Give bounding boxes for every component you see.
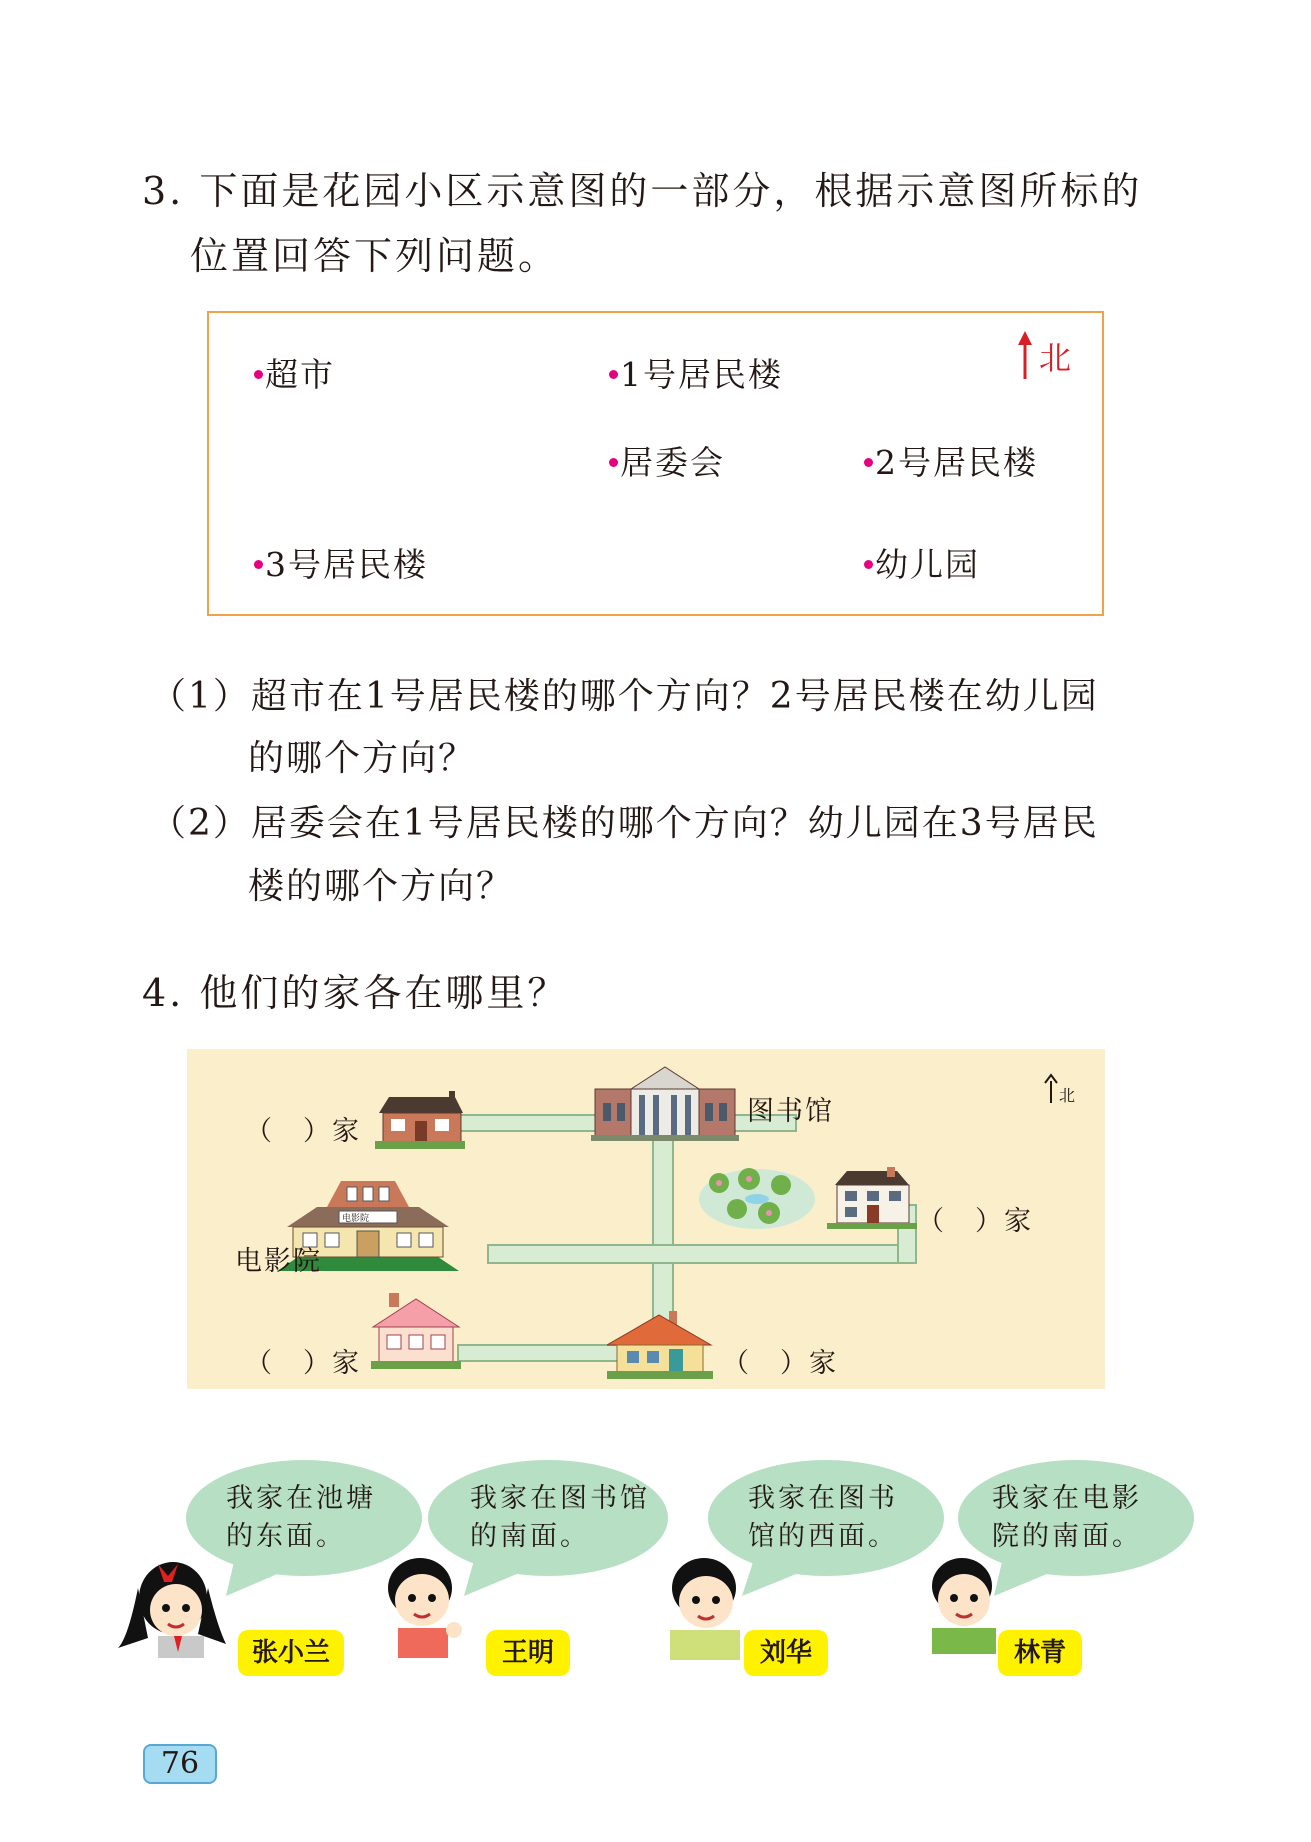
name-tag-lin: 林青 [998,1630,1082,1676]
bubble-text-1-line-1: 我家在池塘 [226,1483,376,1514]
house-right-icon [827,1167,917,1229]
q3-line-2: 位置回答下列问题。 [190,234,560,278]
place-supermarket: 超市 [254,349,335,396]
home-label-top-left: （ ）家 [245,1116,361,1147]
cinema-label: 电影院 [235,1246,322,1277]
bubble-text-4-line-2: 院的南面。 [992,1521,1142,1552]
location-dot-icon [609,458,618,467]
road-middle [487,1244,912,1264]
place-kindergarten: 幼儿园 [864,539,980,586]
home-label-bottom-left: （ ）家 [245,1348,361,1379]
boy-wang-avatar [378,1548,468,1658]
community-map [207,311,1104,616]
library-building-icon [591,1059,739,1141]
q3-line-1: 3. 下面是花园小区示意图的一部分，根据示意图所标的 [142,169,1143,213]
sub-question-2-line-2: 楼的哪个方向？ [248,866,515,907]
bubble-text-3-line-2: 馆的西面。 [748,1521,898,1552]
location-dot-icon [609,370,618,379]
home-label-bottom-center: （ ）家 [722,1348,838,1379]
north-label: 北 [1039,339,1072,377]
name-tag-liu: 刘华 [744,1630,828,1676]
name-tag-zhang: 张小兰 [238,1630,344,1676]
house-top-left-icon [375,1091,465,1149]
pond-icon [697,1161,817,1236]
bubble-text-4-line-1: 我家在电影 [992,1483,1142,1514]
north-arrow-icon [1015,329,1035,381]
location-dot-icon [254,370,263,379]
girl-zhang-avatar [118,1548,228,1658]
bubble-text-3-line-1: 我家在图书 [748,1483,898,1514]
location-dot-icon [864,458,873,467]
bubble-text-2-line-2: 的南面。 [470,1521,590,1552]
cinema-sign: 电影院 [342,1214,370,1224]
house-bottom-left-icon [371,1287,461,1369]
north-arrow-small-icon [1044,1073,1058,1103]
location-dot-icon [254,560,263,569]
page-number: 76 [143,1744,217,1784]
place-building-2: 2号居民楼 [864,437,1038,484]
place-building-3: 3号居民楼 [254,539,428,586]
q4-title: 4. 他们的家各在哪里？ [142,971,569,1015]
library-label: 图书馆 [747,1096,834,1127]
bubble-text-2-line-1: 我家在图书馆 [470,1483,650,1514]
location-dot-icon [864,560,873,569]
name-tag-wang: 王明 [486,1630,570,1676]
place-committee: 居委会 [609,437,725,484]
place-building-1: 1号居民楼 [609,349,783,396]
sub-question-1-line-2: 的哪个方向？ [248,738,477,779]
sub-question-1-line-1: （1）超市在1号居民楼的哪个方向？2号居民楼在幼儿园 [150,676,1099,717]
sub-question-2-line-1: （2）居委会在1号居民楼的哪个方向？幼儿园在3号居民 [150,803,1099,844]
boy-lin-avatar [918,1548,1008,1658]
boy-liu-avatar [660,1550,750,1660]
bubble-text-1-line-2: 的东面。 [226,1521,346,1552]
house-bottom-center-icon [607,1309,713,1379]
north-label-small: 北 [1059,1086,1076,1105]
home-label-right: （ ）家 [917,1206,1033,1237]
homes-map [187,1049,1105,1389]
